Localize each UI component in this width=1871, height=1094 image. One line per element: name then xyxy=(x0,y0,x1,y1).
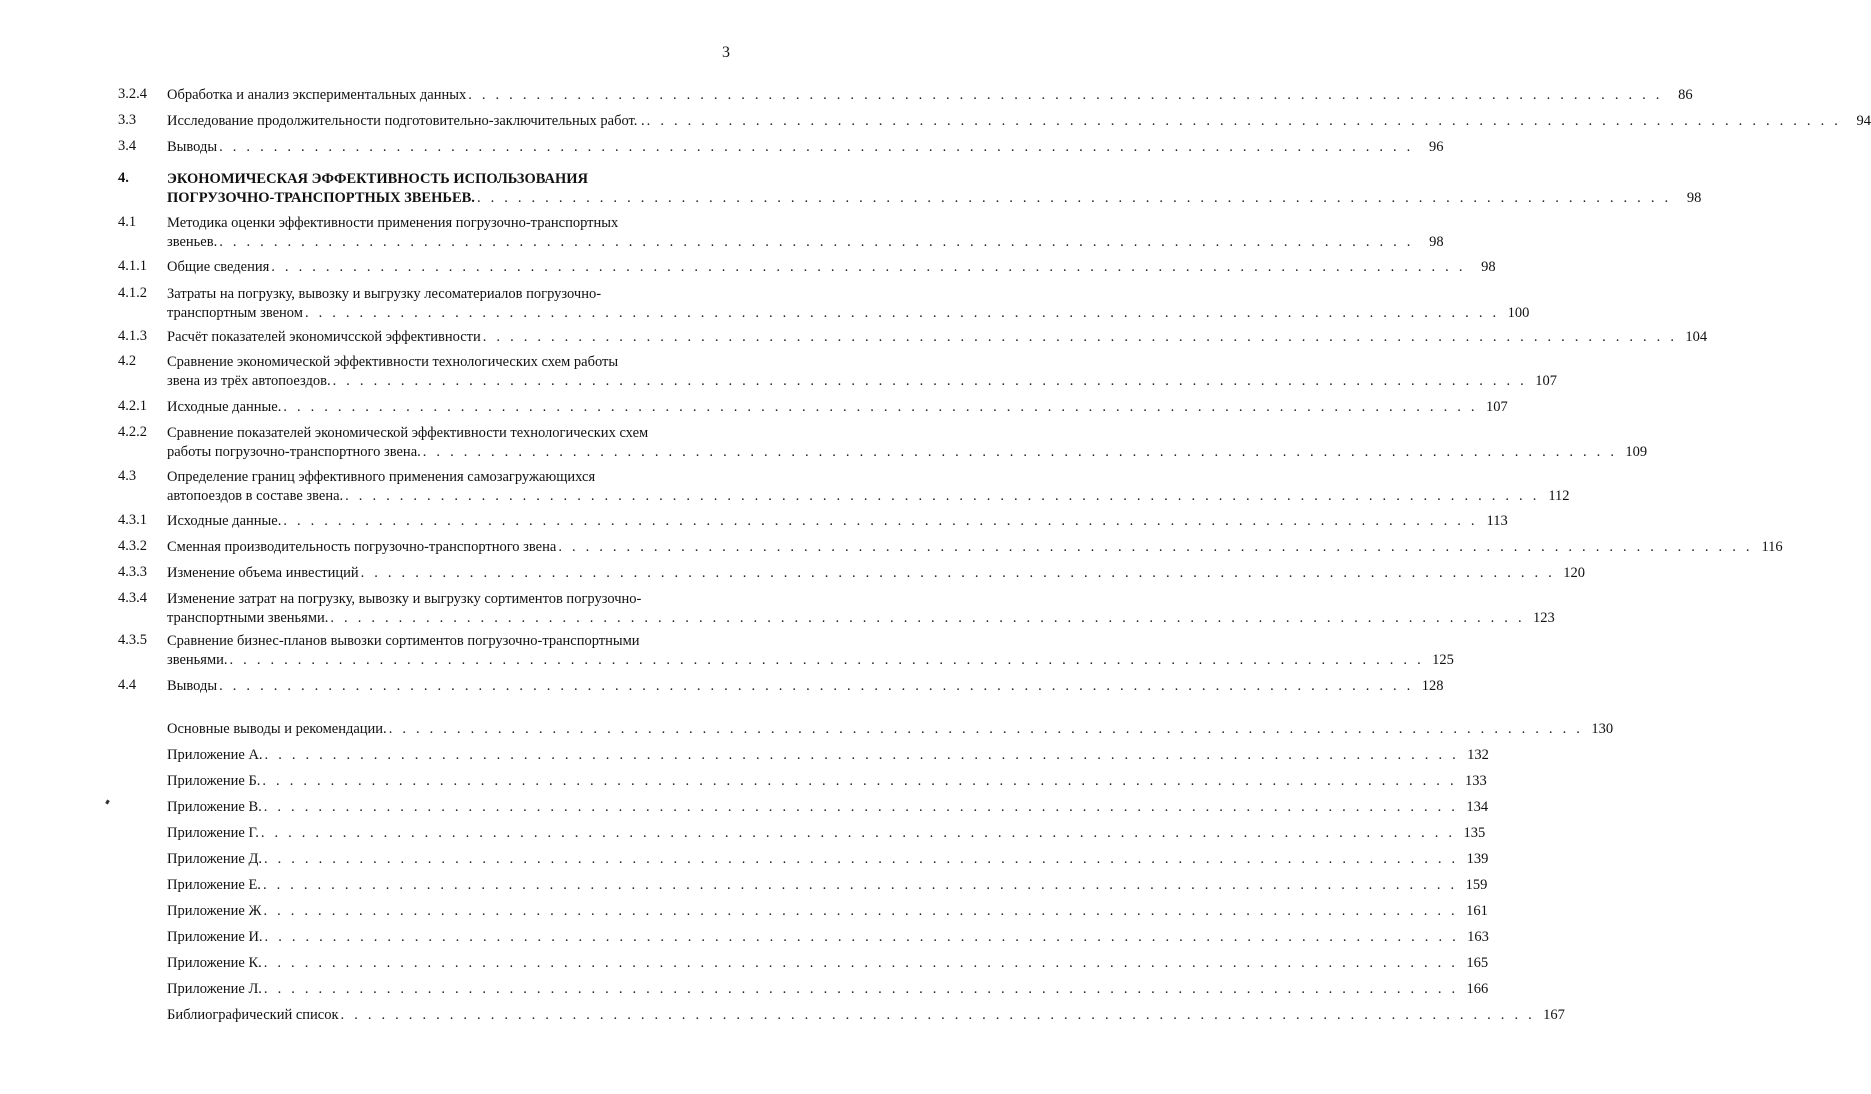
toc-entry-page: 112 xyxy=(1540,487,1570,506)
toc-entry-title-line: работы погрузочно-транспортного звена. xyxy=(167,444,421,460)
toc-entry-title-line: ПОГРУЗОЧНО-ТРАНСПОРТНЫХ ЗВЕНЬЕВ. xyxy=(167,190,475,206)
toc-entry-title-line: Приложение И. xyxy=(167,929,263,945)
toc-entry-title xyxy=(167,138,1444,157)
dot-leader: . . . . . . . . . . . . . . . . . . . . . . . . . . . . . . . . . . . . . . . . . . . . . . . . . . . . . . . . . . . . . . . . . . . . . . . . . . . . . . . . . . . . . . . . xyxy=(304,305,1500,321)
toc-entry-title xyxy=(167,353,1557,391)
toc-entry-page: 161 xyxy=(1458,902,1488,921)
toc-entry-title xyxy=(167,86,1693,105)
toc-entry-title-line: транспортным звеном xyxy=(167,305,303,321)
dot-leader: . . . . . . . . . . . . . . . . . . . . . . . . . . . . . . . . . . . . . . . . . . . . . . . . . . . . . . . . . . . . . . . . . . . . . . . . . . . . . . . . . . . . . . . . xyxy=(263,799,1459,815)
dot-leader: . . . . . . . . . . . . . . . . . . . . . . . . . . . . . . . . . . . . . . . . . . . . . . . . . . . . . . . . . . . . . . . . . . . . . . . . . . . . . . . . . . . . . . . . xyxy=(260,825,1456,841)
dot-leader: . . . . . . . . . . . . . . . . . . . . . . . . . . . . . . . . . . . . . . . . . . . . . . . . . . . . . . . . . . . . . . . . . . . . . . . . . . . . . . . . . . . . . . . . xyxy=(219,678,1414,694)
toc-entry-title xyxy=(167,170,1702,208)
toc-entry-page: 167 xyxy=(1535,1006,1565,1025)
toc-entry-title xyxy=(167,772,1487,791)
toc-entry-title-line: Основные выводы и рекомендации. xyxy=(167,721,387,737)
toc-entry-page: 163 xyxy=(1459,928,1489,947)
dot-leader: . . . . . . . . . . . . . . . . . . . . . . . . . . . . . . . . . . . . . . . . . . . . . . . . . . . . . . . . . . . . . . . . . . . . . . . . . . . . . . . . . . . . . . . . xyxy=(330,610,1525,626)
toc-entry-page: 128 xyxy=(1414,677,1444,696)
toc-entry-title-line: Сменная производительность погрузочно-транспортного звена xyxy=(167,539,557,555)
toc-entry-title xyxy=(167,538,1783,557)
toc-entry-title xyxy=(167,214,1444,252)
toc-entry-title-line: звена из трёх автопоездов. xyxy=(167,373,331,389)
toc-entry-title xyxy=(167,112,1871,131)
dot-leader: . . . . . . . . . . . . . . . . . . . . . . . . . . . . . . . . . . . . . . . . . . . . . . . . . . . . . . . . . . . . . . . . . . . . . . . . . . . . . . . . . . . . . . . . xyxy=(219,234,1414,250)
dot-leader: . . . . . . . . . . . . . . . . . . . . . . . . . . . . . . . . . . . . . . . . . . . . . . . . . . . . . . . . . . . . . . . . . . . . . . . . . . . . . . . . . . . . . . . . xyxy=(263,981,1459,997)
toc-entry-title-line: звеньями. xyxy=(167,652,228,668)
toc-entry-page: 166 xyxy=(1458,980,1488,999)
toc-entry-title-line: Сравнение экономической эффективности технологических схем работы xyxy=(167,354,619,370)
dot-leader: . . . . . . . . . . . . . . . . . . . . . . . . . . . . . . . . . . . . . . . . . . . . . . . . . . . . . . . . . . . . . . . . . . . . . . . . . . . . . . . . . . . . . . . . xyxy=(558,539,1753,555)
toc-entry-title-line: звеньев. xyxy=(167,234,218,250)
toc-entry-title-line: Исследование продолжительности подготовительно-заключительных работ. . xyxy=(167,113,645,129)
toc-entry-number: 3.3 xyxy=(118,112,137,128)
toc-entry-title xyxy=(167,328,1708,347)
toc-entry-number: 4.1.2 xyxy=(118,285,147,301)
scan-speck xyxy=(105,800,110,805)
toc-entry-title xyxy=(167,928,1489,947)
toc-entry-page: 98 xyxy=(1466,258,1496,277)
toc-entry-title-line: Исходные данные. xyxy=(167,513,282,529)
toc-entry-title xyxy=(167,1006,1565,1025)
toc-entry-title xyxy=(167,824,1486,843)
toc-entry-number: 4.1.3 xyxy=(118,328,147,344)
toc-entry-page: 98 xyxy=(1671,189,1701,208)
toc-entry-page: 133 xyxy=(1457,772,1487,791)
toc-entry-page: 107 xyxy=(1478,398,1508,417)
toc-entry-title xyxy=(167,850,1489,869)
toc-entry-page: 130 xyxy=(1583,720,1613,739)
toc-entry-title-line: Выводы xyxy=(167,678,218,694)
toc-entry-title xyxy=(167,677,1444,696)
dot-leader: . . . . . . . . . . . . . . . . . . . . . . . . . . . . . . . . . . . . . . . . . . . . . . . . . . . . . . . . . . . . . . . . . . . . . . . . . . . . . . . . . . . . . . . . xyxy=(262,773,1457,789)
dot-leader: . . . . . . . . . . . . . . . . . . . . . . . . . . . . . . . . . . . . . . . . . . . . . . . . . . . . . . . . . . . . . . . . . . . . . . . . . . . . . . . . . . . . . . . . xyxy=(264,929,1459,945)
toc-entry-title-line: Приложение А. xyxy=(167,747,263,763)
toc-entry-title xyxy=(167,798,1489,817)
toc-entry-title xyxy=(167,632,1454,670)
dot-leader: . . . . . . . . . . . . . . . . . . . . . . . . . . . . . . . . . . . . . . . . . . . . . . . . . . . . . . . . . . . . . . . . . . . . . . . . . . . . . . . . . . . . . . . . xyxy=(262,877,1458,893)
toc-entry-page: 165 xyxy=(1458,954,1488,973)
toc-entry-number: 4.2 xyxy=(118,353,137,369)
toc-entry-title-line: Методика оценки эффективности применения погрузочно-транспортных xyxy=(167,215,619,231)
dot-leader: . . . . . . . . . . . . . . . . . . . . . . . . . . . . . . . . . . . . . . . . . . . . . . . . . . . . . . . . . . . . . . . . . . . . . . . . . . . . . . . . . . . . . . . . xyxy=(283,513,1478,529)
toc-entry-title-line: Изменение объема инвестиций xyxy=(167,565,359,581)
toc-entry-title-line: ЭКОНОМИЧЕСКАЯ ЭФФЕКТИВНОСТЬ ИСПОЛЬЗОВАНИЯ xyxy=(167,171,588,187)
toc-entry-title-line: Библиографический список xyxy=(167,1007,339,1023)
dot-leader: . . . . . . . . . . . . . . . . . . . . . . . . . . . . . . . . . . . . . . . . . . . . . . . . . . . . . . . . . . . . . . . . . . . . . . . . . . . . . . . . . . . . . . . . xyxy=(219,139,1414,155)
toc-entry-page: 107 xyxy=(1527,372,1557,391)
toc-entry-page: 100 xyxy=(1499,304,1529,323)
toc-entry-title-line: автопоездов в составе звена. xyxy=(167,488,344,504)
toc-entry-title xyxy=(167,258,1496,277)
dot-leader: . . . . . . . . . . . . . . . . . . . . . . . . . . . . . . . . . . . . . . . . . . . . . . . . . . . . . . . . . . . . . . . . . . . . . . . . . . . . . . . . . . . . . . . . xyxy=(283,399,1478,415)
toc-entry-title-line: Приложение Б. xyxy=(167,773,261,789)
dot-leader: . . . . . . . . . . . . . . . . . . . . . . . . . . . . . . . . . . . . . . . . . . . . . . . . . . . . . . . . . . . . . . . . . . . . . . . . . . . . . . . . . . . . . . . . xyxy=(388,721,1584,737)
toc-entry-title xyxy=(167,746,1489,765)
toc-entry-title xyxy=(167,876,1488,895)
toc-entry-title-line: Приложение В. xyxy=(167,799,262,815)
toc-entry-page: 104 xyxy=(1677,328,1707,347)
toc-entry-number: 3.2.4 xyxy=(118,86,147,102)
toc-entry-number: 4. xyxy=(118,170,129,186)
toc-entry-title-line: Определение границ эффективного применения самозагружающихся xyxy=(167,469,596,485)
dot-leader: . . . . . . . . . . . . . . . . . . . . . . . . . . . . . . . . . . . . . . . . . . . . . . . . . . . . . . . . . . . . . . . . . . . . . . . . . . . . . . . . . . . . . . . . xyxy=(646,113,1842,129)
toc-entry-number: 4.3.3 xyxy=(118,564,147,580)
toc-entry-title xyxy=(167,564,1585,583)
toc-entry-number: 4.4 xyxy=(118,677,137,693)
dot-leader: . . . . . . . . . . . . . . . . . . . . . . . . . . . . . . . . . . . . . . . . . . . . . . . . . . . . . . . . . . . . . . . . . . . . . . . . . . . . . . . . . . . . . . . . xyxy=(468,87,1663,103)
toc-entry-title-line: транспортными звеньями. xyxy=(167,610,329,626)
toc-entry-title-line: Расчёт показателей экономичсской эффективности xyxy=(167,329,481,345)
toc-entry-page: 135 xyxy=(1455,824,1485,843)
toc-entry-title-line: Выводы xyxy=(167,139,218,155)
toc-entry-title-line: Изменение затрат на погрузку, вывозку и выгрузку сортиментов погрузочно- xyxy=(167,591,642,607)
toc-entry-number: 4.3.1 xyxy=(118,512,147,528)
toc-entry-title-line: Приложение Л. xyxy=(167,981,262,997)
toc-entry-title-line: Приложение Д. xyxy=(167,851,262,867)
toc-entry-title-line: Приложение Е. xyxy=(167,877,261,893)
toc-entry-title-line: Сравнение показателей экономической эффективности технологических схем xyxy=(167,425,649,441)
dot-leader: . . . . . . . . . . . . . . . . . . . . . . . . . . . . . . . . . . . . . . . . . . . . . . . . . . . . . . . . . . . . . . . . . . . . . . . . . . . . . . . . . . . . . . . . xyxy=(264,747,1459,763)
toc-entry-title-line: Исходные данные. xyxy=(167,399,282,415)
toc-entry-page: 139 xyxy=(1458,850,1488,869)
toc-entry-title-line: Приложение Ж xyxy=(167,903,262,919)
dot-leader: . . . . . . . . . . . . . . . . . . . . . . . . . . . . . . . . . . . . . . . . . . . . . . . . . . . . . . . . . . . . . . . . . . . . . . . . . . . . . . . . . . . . . . . . xyxy=(482,329,1678,345)
toc-entry-number: 4.1.1 xyxy=(118,258,147,274)
toc-entry-number: 3.4 xyxy=(118,138,137,154)
toc-entry-number: 4.2.2 xyxy=(118,424,147,440)
dot-leader: . . . . . . . . . . . . . . . . . . . . . . . . . . . . . . . . . . . . . . . . . . . . . . . . . . . . . . . . . . . . . . . . . . . . . . . . . . . . . . . . . . . . . . . . xyxy=(229,652,1424,668)
toc-entry-page: 159 xyxy=(1457,876,1487,895)
toc-entry-page: 86 xyxy=(1663,86,1693,105)
toc-entry-title xyxy=(167,902,1488,921)
toc-entry-title-line: Обработка и анализ экспериментальных данных xyxy=(167,87,467,103)
toc-entry-title xyxy=(167,954,1489,973)
toc-entry-title xyxy=(167,720,1614,739)
toc-entry-title-line: Приложение Г. xyxy=(167,825,259,841)
toc-entry-number: 4.2.1 xyxy=(118,398,147,414)
toc-entry-page: 109 xyxy=(1617,443,1647,462)
toc-entry-page: 116 xyxy=(1753,538,1783,557)
toc-entry-title-line: Затраты на погрузку, вывозку и выгрузку лесоматериалов погрузочно- xyxy=(167,286,602,302)
toc-entry-page: 132 xyxy=(1459,746,1489,765)
dot-leader: . . . . . . . . . . . . . . . . . . . . . . . . . . . . . . . . . . . . . . . . . . . . . . . . . . . . . . . . . . . . . . . . . . . . . . . . . . . . . . . . . . . . . . . . xyxy=(263,903,1458,919)
dot-leader: . . . . . . . . . . . . . . . . . . . . . . . . . . . . . . . . . . . . . . . . . . . . . . . . . . . . . . . . . . . . . . . . . . . . . . . . . . . . . . . . . . . . . . . . xyxy=(340,1007,1535,1023)
toc-entry-page: 125 xyxy=(1424,651,1454,670)
dot-leader: . . . . . . . . . . . . . . . . . . . . . . . . . . . . . . . . . . . . . . . . . . . . . . . . . . . . . . . . . . . . . . . . . . . . . . . . . . . . . . . . . . . . . . . . xyxy=(422,444,1618,460)
toc-entry-title xyxy=(167,590,1555,628)
toc-entry-title xyxy=(167,512,1508,531)
page-number: 3 xyxy=(722,44,730,61)
toc-entry-number: 4.3 xyxy=(118,468,137,484)
toc-entry-page: 94 xyxy=(1841,112,1871,131)
dot-leader: . . . . . . . . . . . . . . . . . . . . . . . . . . . . . . . . . . . . . . . . . . . . . . . . . . . . . . . . . . . . . . . . . . . . . . . . . . . . . . . . . . . . . . . . xyxy=(360,565,1555,581)
toc-entry-page: 113 xyxy=(1478,512,1508,531)
toc-entry-number: 4.3.5 xyxy=(118,632,147,648)
toc-entry-page: 123 xyxy=(1525,609,1555,628)
toc-entry-page: 134 xyxy=(1458,798,1488,817)
toc-entry-number: 4.3.4 xyxy=(118,590,147,606)
toc-entry-title xyxy=(167,424,1648,462)
toc-entry-title xyxy=(167,980,1489,999)
toc-entry-number: 4.3.2 xyxy=(118,538,147,554)
toc-entry-number: 4.1 xyxy=(118,214,137,230)
toc-entry-title xyxy=(167,398,1508,417)
toc-entry-page: 98 xyxy=(1414,233,1444,252)
dot-leader: . . . . . . . . . . . . . . . . . . . . . . . . . . . . . . . . . . . . . . . . . . . . . . . . . . . . . . . . . . . . . . . . . . . . . . . . . . . . . . . . . . . . . . . . xyxy=(345,488,1540,504)
dot-leader: . . . . . . . . . . . . . . . . . . . . . . . . . . . . . . . . . . . . . . . . . . . . . . . . . . . . . . . . . . . . . . . . . . . . . . . . . . . . . . . . . . . . . . . . xyxy=(271,259,1466,275)
dot-leader: . . . . . . . . . . . . . . . . . . . . . . . . . . . . . . . . . . . . . . . . . . . . . . . . . . . . . . . . . . . . . . . . . . . . . . . . . . . . . . . . . . . . . . . . xyxy=(263,851,1459,867)
toc-entry-title xyxy=(167,285,1530,323)
dot-leader: . . . . . . . . . . . . . . . . . . . . . . . . . . . . . . . . . . . . . . . . . . . . . . . . . . . . . . . . . . . . . . . . . . . . . . . . . . . . . . . . . . . . . . . . xyxy=(332,373,1527,389)
toc-entry-title-line: Общие сведения xyxy=(167,259,270,275)
toc-entry-title-line: Сравнение бизнес-планов вывозки сортиментов погрузочно-транспортными xyxy=(167,633,640,649)
toc-entry-title xyxy=(167,468,1570,506)
dot-leader: . . . . . . . . . . . . . . . . . . . . . . . . . . . . . . . . . . . . . . . . . . . . . . . . . . . . . . . . . . . . . . . . . . . . . . . . . . . . . . . . . . . . . . . . xyxy=(263,955,1459,971)
toc-entry-page: 96 xyxy=(1414,138,1444,157)
dot-leader: . . . . . . . . . . . . . . . . . . . . . . . . . . . . . . . . . . . . . . . . . . . . . . . . . . . . . . . . . . . . . . . . . . . . . . . . . . . . . . . . . . . . . . . . xyxy=(476,190,1672,206)
toc-entry-page: 120 xyxy=(1555,564,1585,583)
toc-entry-title-line: Приложение К. xyxy=(167,955,262,971)
